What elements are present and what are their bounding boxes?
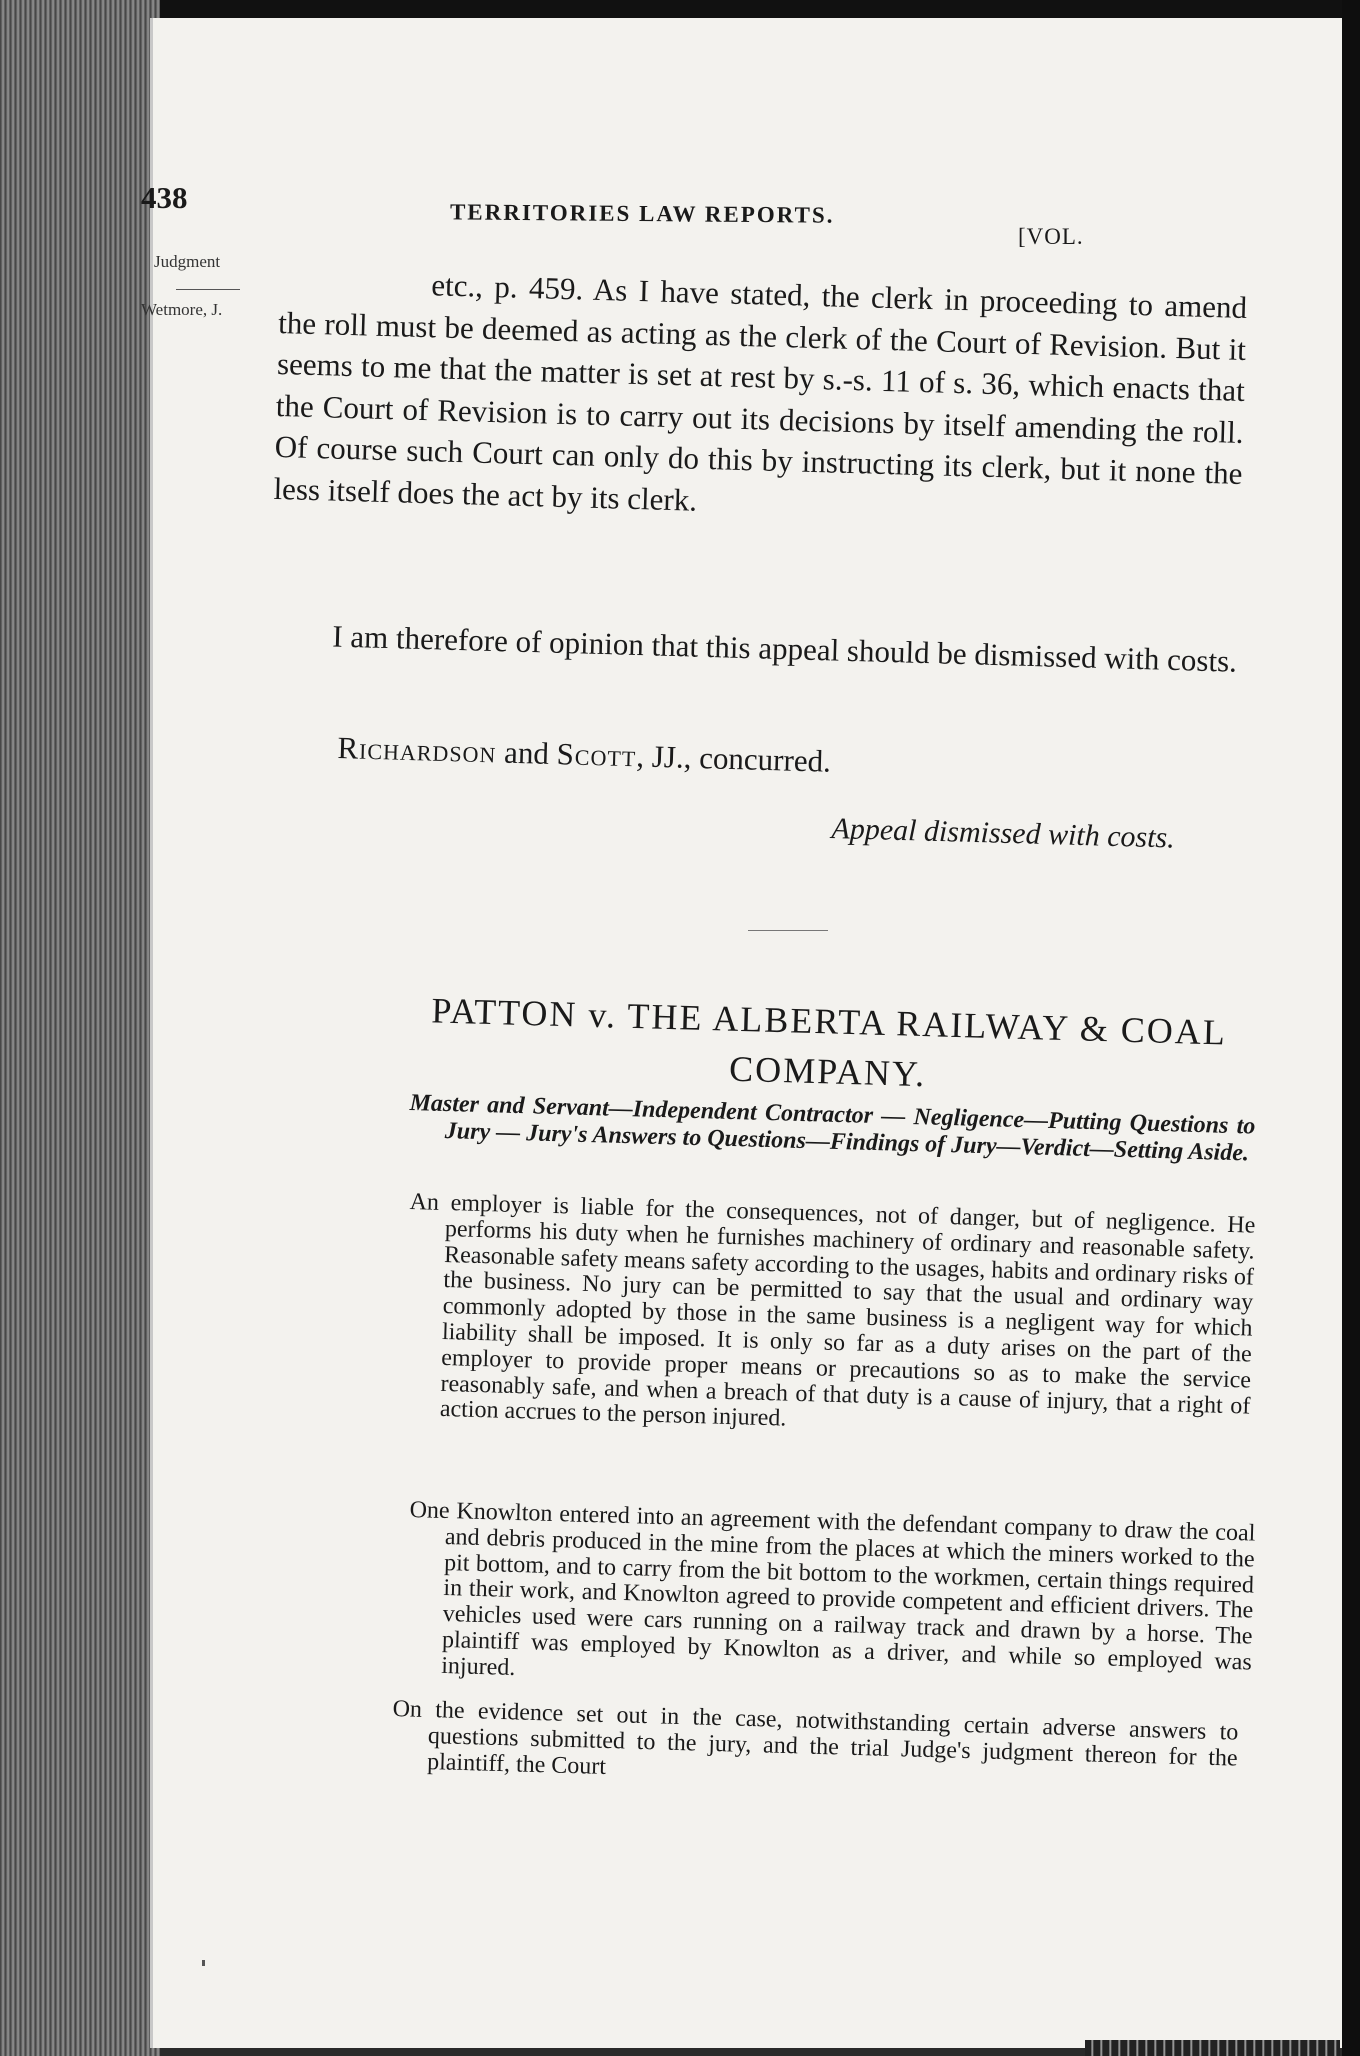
case-title: PATTON v. THE ALBERTA RAILWAY & COAL COMPANY.	[430, 990, 1228, 1095]
page-speck	[202, 1960, 205, 1966]
concurrence-tail: , JJ., concurred.	[635, 738, 832, 779]
section-divider	[748, 930, 828, 931]
running-head-title: TERRITORIES LAW REPORTS.	[449, 199, 835, 228]
book-page-edges	[0, 0, 160, 2056]
margin-note-judgment: Judgment	[154, 252, 221, 271]
margin-note-rule	[176, 289, 240, 290]
disposition: Appeal dismissed with costs.	[831, 812, 1176, 855]
headnote-1: An employer is liable for the consequences, not of danger, but of negligence. He performs his duty when he furnishes machinery of ordinary and reasonable safety. Reasonable safety means safety according to the usages, habits and ordinary risks of the business. No jury can be permitted to say that the usual and ordinary way commonly adopted by those in the same business is a negligent way for which liability shall be imposed. It is only so far as a duty arises on the part of the employer to provide proper means or precautions so as to make the service reasonably safe, and when a breach of that duty is a cause of injury, that a right of action accrues to the person injured.	[409, 1189, 1256, 1432]
bottom-page-edge	[1085, 2040, 1340, 2056]
concurring-judge-1: Richardson	[337, 730, 497, 770]
headnote-3: On the evidence set out in the case, notwithstanding certain adverse answers to questions submitted to the jury, and the trial Judge's judgment thereon for the plaintiff, the Court	[392, 1696, 1239, 1780]
right-shadow	[1342, 0, 1360, 2056]
concurring-judge-2: Scott	[556, 736, 637, 774]
judgment-paragraph-1: etc., p. 459. As I have stated, the clerk in proceeding to amend the roll must be deemed as acting as the clerk of the Court of Revision. But it seems to me that the matter is set at rest by s.-s. 11 of s. 36, which enacts that the Court of Revision is to carry out its decisions by itself amending the roll. Of course such Court can only do this by instructing its clerk, but it none the less itself does the act by its clerk.	[273, 267, 1248, 518]
case-keywords: Master and Servant—Independent Contractor — Negligence—Putting Questions to Jury — Jury's Answers to Questions—Findings of Jury—Verdict—Setting Aside.	[409, 1090, 1256, 1167]
headnote-2: One Knowlton entered into an agreement with the defendant company to draw the coal and debris produced in the mine from the places at which the miners worked to the pit bottom, and to carry from the bit bottom to the workmen, certain things required in their work, and Knowlton agreed to provide competent and efficient drivers. The vehicles used were cars running on a railway track and drawn by a horse. The plaintiff was employed by Knowlton as a driver, and while so employed was injured.	[409, 1497, 1256, 1681]
margin-note-judge: Wetmore, J.	[141, 300, 223, 319]
judgment-paragraph-2: I am therefore of opinion that this appeal should be dismissed with costs.	[331, 618, 1238, 679]
page-number: 438	[141, 180, 188, 215]
volume-mark: [VOL.	[1018, 224, 1084, 249]
concurrence-joiner: and	[495, 734, 558, 772]
